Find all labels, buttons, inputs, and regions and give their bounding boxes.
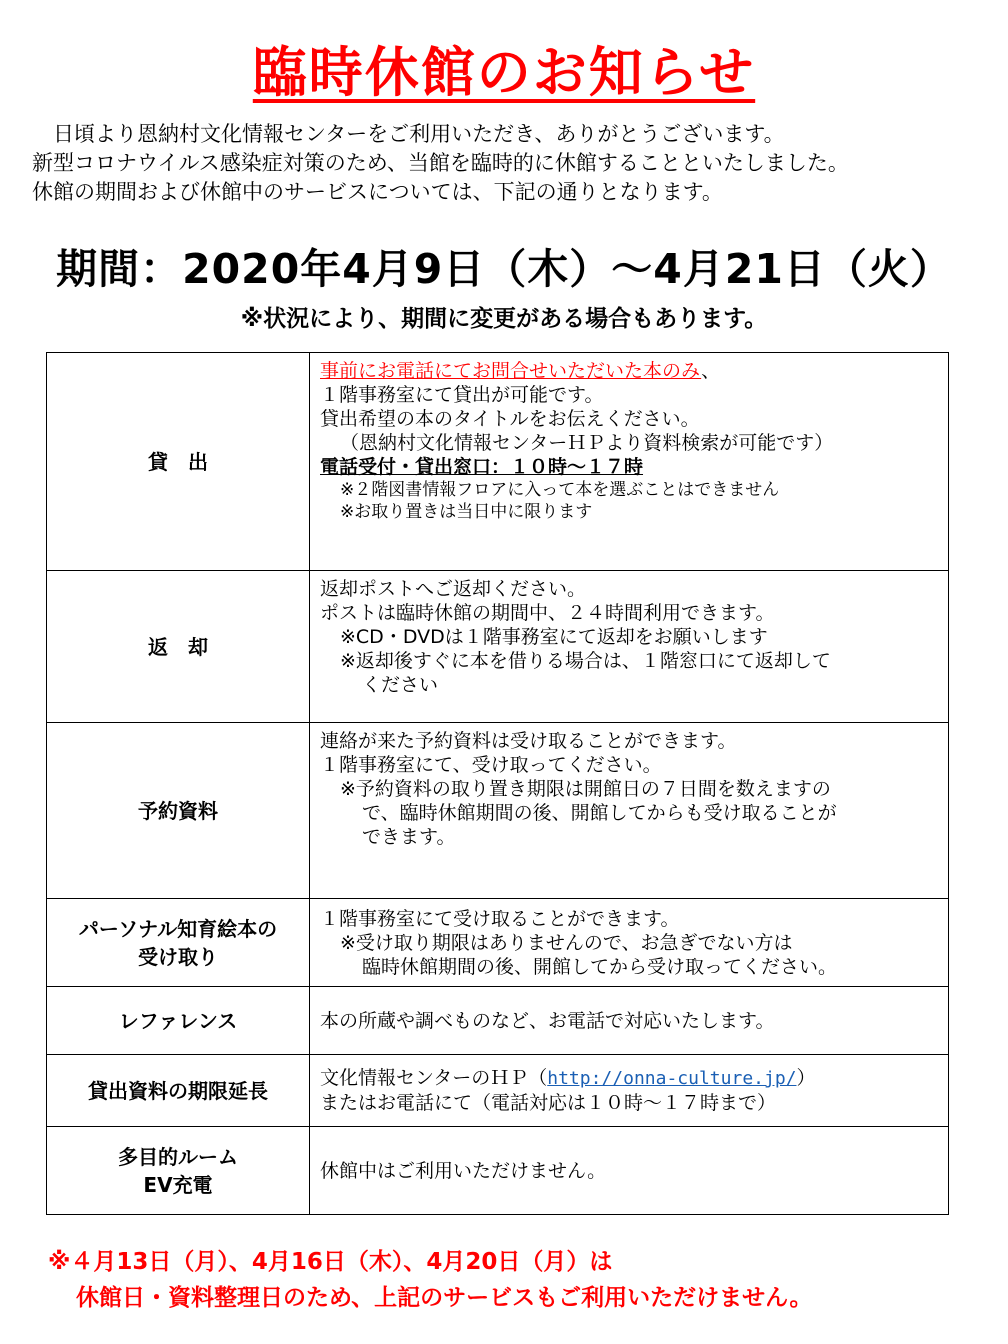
- row-body-extension: [310, 1055, 949, 1127]
- reserve-line: １階事務室にて、受け取ってください。: [320, 754, 662, 776]
- services-table: [46, 352, 949, 1215]
- picturebook-line: ※受け取り期限はありませんので、お急ぎでない方は: [340, 931, 793, 954]
- lending-hours: 電話受付・貸出窓口：１０時～１７時: [320, 456, 644, 478]
- closed-days-notice: [48, 1244, 988, 1316]
- table-row-room: [47, 1127, 949, 1215]
- row-body-reserve: [310, 723, 949, 899]
- picturebook-line: １階事務室にて受け取ることができます。: [320, 907, 680, 930]
- picturebook-header-line: パーソナル知育絵本の: [78, 916, 278, 941]
- return-line: ※CD・DVDは１階事務室にて返却をお願いします: [340, 626, 768, 648]
- row-body-lending: [310, 353, 949, 571]
- row-header-reserve: 予約資料: [47, 723, 310, 899]
- lending-line: [320, 359, 938, 383]
- intro-line: 新型コロナウイルス感染症対策のため、当館を臨時的に休館することといたしました。: [32, 151, 849, 175]
- row-header-room: [47, 1127, 310, 1215]
- reserve-line: できます。: [362, 826, 456, 848]
- closed-days-line: 休館日・資料整理日のため、上記のサービスもご利用いただけません。: [76, 1285, 813, 1311]
- closed-days-line: ※４月13日（月）、4月16日（木）、4月20日（月）は: [48, 1249, 613, 1275]
- return-line: 返却ポストへご返却ください。: [320, 578, 587, 600]
- lending-line: １階事務室にて貸出が可能です。: [320, 384, 604, 406]
- intro-paragraph: [32, 120, 992, 207]
- lending-line: （恩納村文化情報センターＨＰより資料検索が可能です）: [340, 432, 834, 454]
- row-header-lending: 貸 出: [47, 353, 310, 571]
- row-header-picturebook: [47, 899, 310, 987]
- return-line: ポストは臨時休館の期間中、２４時間利用できます。: [320, 602, 775, 624]
- website-link[interactable]: http://onna-culture.jp/: [547, 1068, 797, 1089]
- row-body-room: [310, 1127, 949, 1215]
- row-body-return: [310, 571, 949, 723]
- row-header-extension: 貸出資料の期限延長: [47, 1055, 310, 1127]
- picturebook-header-line: 受け取り: [138, 944, 218, 969]
- row-header-reference: レファレンス: [47, 987, 310, 1055]
- reserve-line: 連絡が来た予約資料は受け取ることができます。: [320, 730, 737, 752]
- page-title: [0, 30, 1008, 107]
- extension-text: 文化情報センターのＨＰ（: [320, 1067, 548, 1089]
- closure-period: 期間：2020年4月9日（木）～4月21日（火）: [56, 245, 952, 293]
- table-row-lending: [47, 353, 949, 571]
- table-row-extension: [47, 1055, 949, 1127]
- room-header-line: EV充電: [143, 1172, 213, 1197]
- room-header-line: 多目的ルーム: [118, 1144, 238, 1169]
- reserve-line: ※予約資料の取り置き期限は開館日の７日間を数えますの: [340, 778, 831, 800]
- extension-line: [320, 1066, 938, 1091]
- closure-period-note: ※状況により、期間に変更がある場合もあります。: [240, 306, 768, 332]
- lending-line: 貸出希望の本のタイトルをお伝えください。: [320, 408, 700, 430]
- return-line: ください: [362, 674, 439, 696]
- return-line: ※返却後すぐに本を借りる場合は、１階窓口にて返却して: [340, 650, 831, 672]
- intro-line: 日頃より恩納村文化情報センターをご利用いただき、ありがとうございます。: [32, 122, 785, 146]
- lending-note: ※２階図書情報フロアに入って本を選ぶことはできません: [340, 480, 780, 500]
- page-title-text: 臨時休館のお知らせ: [252, 41, 756, 104]
- intro-line: 休館の期間および休館中のサービスについては、下記の通りとなります。: [32, 180, 723, 204]
- reserve-line: で、臨時休館期間の後、開館してからも受け取ることが: [362, 802, 837, 824]
- row-body-picturebook: [310, 899, 949, 987]
- row-header-return: 返 却: [47, 571, 310, 723]
- extension-line: またはお電話にて（電話対応は１０時～１７時まで）: [320, 1092, 777, 1114]
- room-line: 休館中はご利用いただけません。: [320, 1159, 607, 1182]
- reference-line: 本の所蔵や調べものなど、お電話で対応いたします。: [320, 1009, 775, 1032]
- lending-red-note: 事前にお電話にてお問合せいただいた本のみ: [320, 360, 702, 382]
- lending-note: ※お取り置きは当日中に限ります: [340, 502, 593, 522]
- picturebook-line: 臨時休館期間の後、開館してから受け取ってください。: [362, 955, 838, 978]
- table-row-reference: [47, 987, 949, 1055]
- table-row-return: [47, 571, 949, 723]
- table-row-picturebook: [47, 899, 949, 987]
- lending-comma: 、: [701, 360, 721, 382]
- extension-text: ）: [796, 1067, 816, 1089]
- table-row-reserve: [47, 723, 949, 899]
- row-body-reference: [310, 987, 949, 1055]
